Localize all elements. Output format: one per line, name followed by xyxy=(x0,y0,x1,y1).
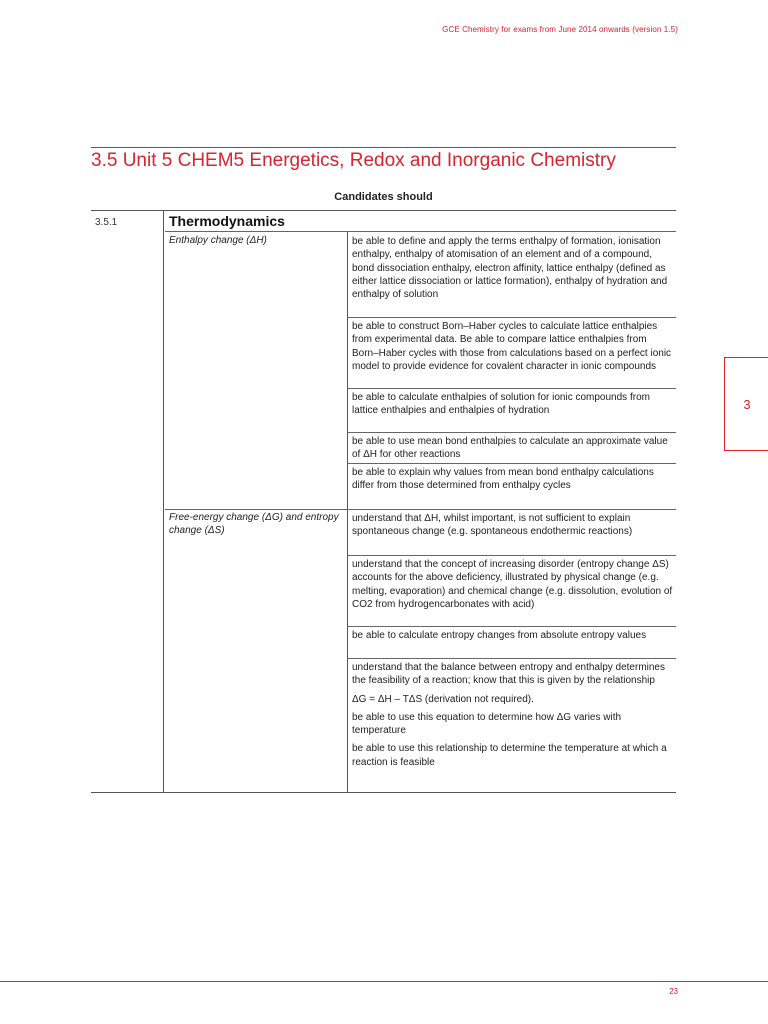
row-rule xyxy=(347,509,676,510)
running-header: GCE Chemistry for exams from June 2014 onwards (version 1.5) xyxy=(442,25,678,34)
topic-heading: Thermodynamics xyxy=(169,213,285,229)
table-row: be able to calculate enthalpies of solution for ionic compounds from lattice enthalpies and enthalpies of hydration xyxy=(352,392,650,417)
table-row-last xyxy=(352,661,674,769)
section-title: 3.5 Unit 5 CHEM5 Energetics, Redox and Inorganic Chemistry xyxy=(91,150,616,171)
table-row: understand that ΔH, whilst important, is not sufficient to explain spontaneous change (e.g. spontaneous endothermic reactions) xyxy=(352,513,633,538)
spec-ref: 3.5.1 xyxy=(95,217,118,228)
table-row: be able to explain why values from mean bond enthalpy calculations differ from those determined from enthalpy cycles xyxy=(352,467,654,492)
title-rule xyxy=(91,147,676,148)
table-top-rule xyxy=(91,210,676,211)
row-rule xyxy=(347,388,676,389)
chapter-tab: 3 xyxy=(724,357,768,451)
row-rule xyxy=(347,555,676,556)
subtopic-enthalpy: Enthalpy change (ΔH) xyxy=(169,235,267,246)
table-bottom-rule xyxy=(91,792,676,793)
row-rule xyxy=(347,658,676,659)
subtopic-rule xyxy=(165,509,347,510)
row-rule xyxy=(347,317,676,318)
footer-rule xyxy=(0,981,768,982)
table-divider-topic xyxy=(347,232,348,792)
row-rule xyxy=(347,432,676,433)
equation-gibbs: ΔG = ΔH – TΔS (derivation not required). xyxy=(352,693,534,705)
paragraph-balance: understand that the balance between entropy and enthalpy determines the feasibility of a reaction; know that this is given by the relationship xyxy=(352,662,665,687)
table-row: be able to construct Born–Haber cycles to calculate lattice enthalpies from experimental data. Be able to compare lattice enthalpies from Born–Haber cycles with those from calculations based on a perfect ionic model to provide evidence for covalent character in ionic compounds xyxy=(352,321,672,372)
table-row: be able to use mean bond enthalpies to calculate an approximate value of ΔH for other reactions xyxy=(352,436,668,461)
table-divider-ref xyxy=(163,211,164,792)
topic-rule xyxy=(165,231,676,232)
paragraph-feasible: be able to use this relationship to determine the temperature at which a reaction is feasible xyxy=(352,743,667,768)
subtopic-free-energy: Free-energy change (ΔG) and entropy change (ΔS) xyxy=(169,512,339,536)
row-rule xyxy=(347,463,676,464)
paragraph-temperature: be able to use this equation to determine how ΔG varies with temperature xyxy=(352,711,622,737)
row-rule xyxy=(347,626,676,627)
table-row: be able to define and apply the terms enthalpy of formation, ionisation enthalpy, enthalpy of atomisation of an element and of a compound, bond dissociation enthalpy, electron affinity, lattice enthalpy (defined as either lattice dissociation or lattice formation), enthalpy of hydration and enthalpy of solution xyxy=(352,236,668,301)
page-number: 23 xyxy=(669,987,678,996)
table-row: be able to calculate entropy changes from absolute entropy values xyxy=(352,630,647,641)
table-row: understand that the concept of increasing disorder (entropy change ΔS) accounts for the above deficiency, illustrated by physical change (e.g. melting, evaporation) and chemical change (e.g. dissolution, evolution of CO2 from hydrogencarbonates with acid) xyxy=(352,559,673,610)
candidates-should-heading: Candidates should xyxy=(334,191,433,203)
